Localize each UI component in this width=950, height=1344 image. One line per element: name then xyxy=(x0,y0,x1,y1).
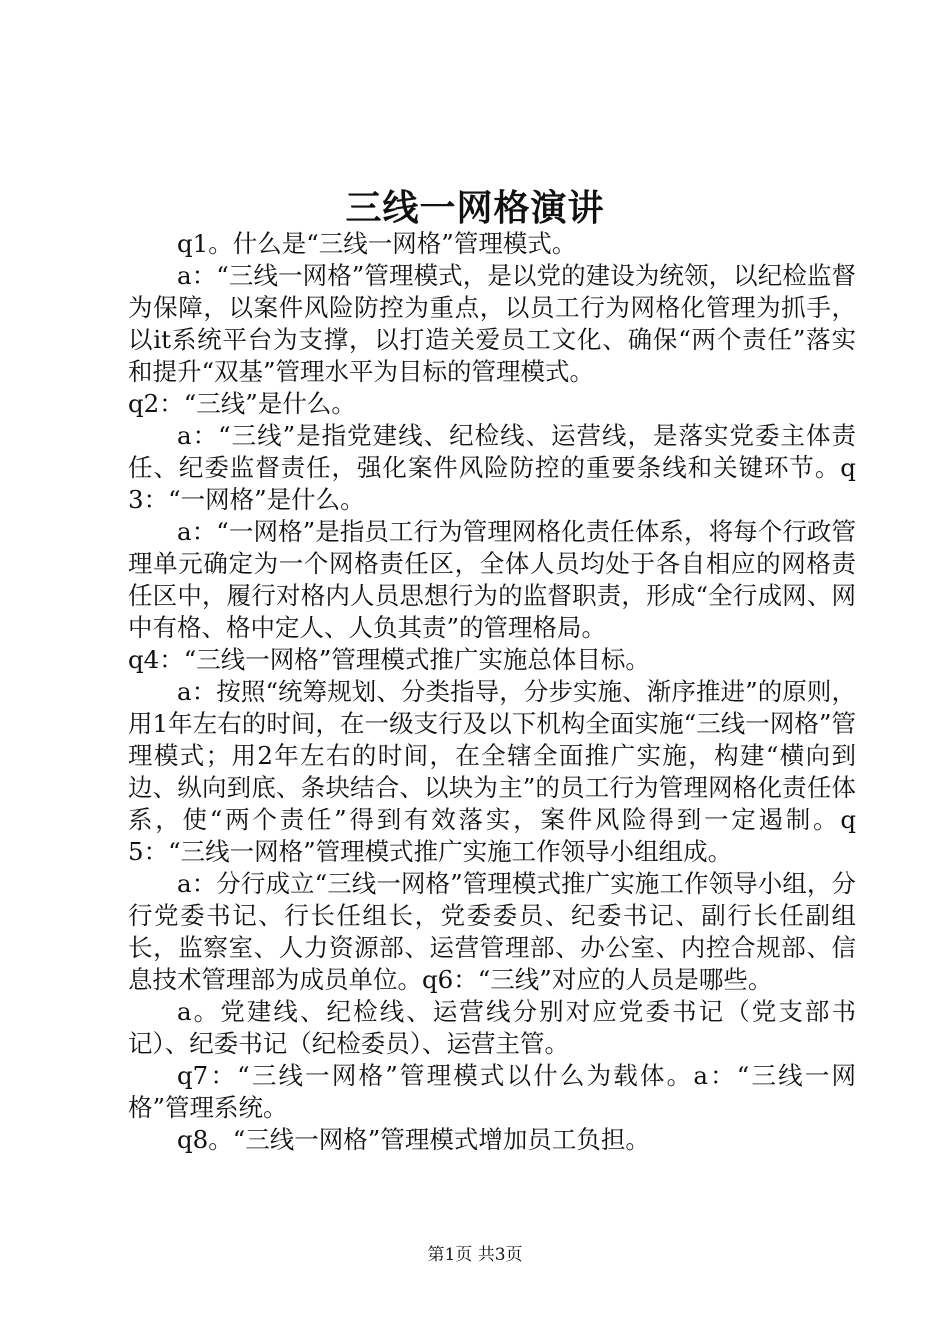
paragraph-a4-q5: a：按照“统筹规划、分类指导，分步实施、渐序推进”的原则，用1年左右的时间，在一级支行及以下机构全面实施“三线一网格”管理模式；用2年左右的时间，在全辖全面推广实施，构建“横向到边、纵向到底、条块结合、以块为主”的员工行为管理网格化责任体系，使“两个责任”得到有效落实，案件风险得到一定遏制。q5：“三线一网格”管理模式推广实施工作领导小组组成。 xyxy=(128,677,856,866)
paragraph-q2: q2：“三线”是什么。 xyxy=(128,389,356,418)
document-body xyxy=(128,228,856,1156)
paragraph-q1: q1。什么是“三线一网格”管理模式。 xyxy=(177,229,577,258)
page-footer: 第1页 共3页 xyxy=(427,1245,523,1265)
paragraph-q4: q4：“三线一网格”管理模式推广实施总体目标。 xyxy=(128,645,650,674)
paragraph-a6: a。党建线、纪检线、运营线分别对应党委书记（党支部书记）、纪委书记（纪检委员）、运营主管。 xyxy=(128,997,856,1058)
paragraph-a1: a：“三线一网格”管理模式，是以党的建设为统领，以纪检监督为保障，以案件风险防控为重点，以员工行为网格化管理为抓手，以it系统平台为支撑，以打造关爱员工文化、确保“两个责任”落实和提升“双基”管理水平为目标的管理模式。 xyxy=(128,261,856,386)
document-title: 三线一网格演讲 xyxy=(345,187,605,229)
paragraph-q7-a7: q7：“三线一网格”管理模式以什么为载体。a：“三线一网格”管理系统。 xyxy=(128,1061,856,1122)
paragraph-q8: q8。“三线一网格”管理模式增加员工负担。 xyxy=(177,1125,650,1154)
paragraph-a5-q6: a：分行成立“三线一网格”管理模式推广实施工作领导小组，分行党委书记、行长任组长，党委委员、纪委书记、副行长任副组长，监察室、人力资源部、运营管理部、办公室、内控合规部、信息技术管理部为成员单位。q6：“三线”对应的人员是哪些。 xyxy=(128,869,856,994)
paragraph-a3: a：“一网格”是指员工行为管理网格化责任体系，将每个行政管理单元确定为一个网格责任区，全体人员均处于各自相应的网格责任区中，履行对格内人员思想行为的监督职责，形成“全行成网、网中有格、格中定人、人负其责”的管理格局。 xyxy=(128,517,856,642)
paragraph-a2-q3: a：“三线”是指党建线、纪检线、运营线，是落实党委主体责任、纪委监督责任，强化案件风险防控的重要条线和关键环节。q3：“一网格”是什么。 xyxy=(128,421,856,514)
